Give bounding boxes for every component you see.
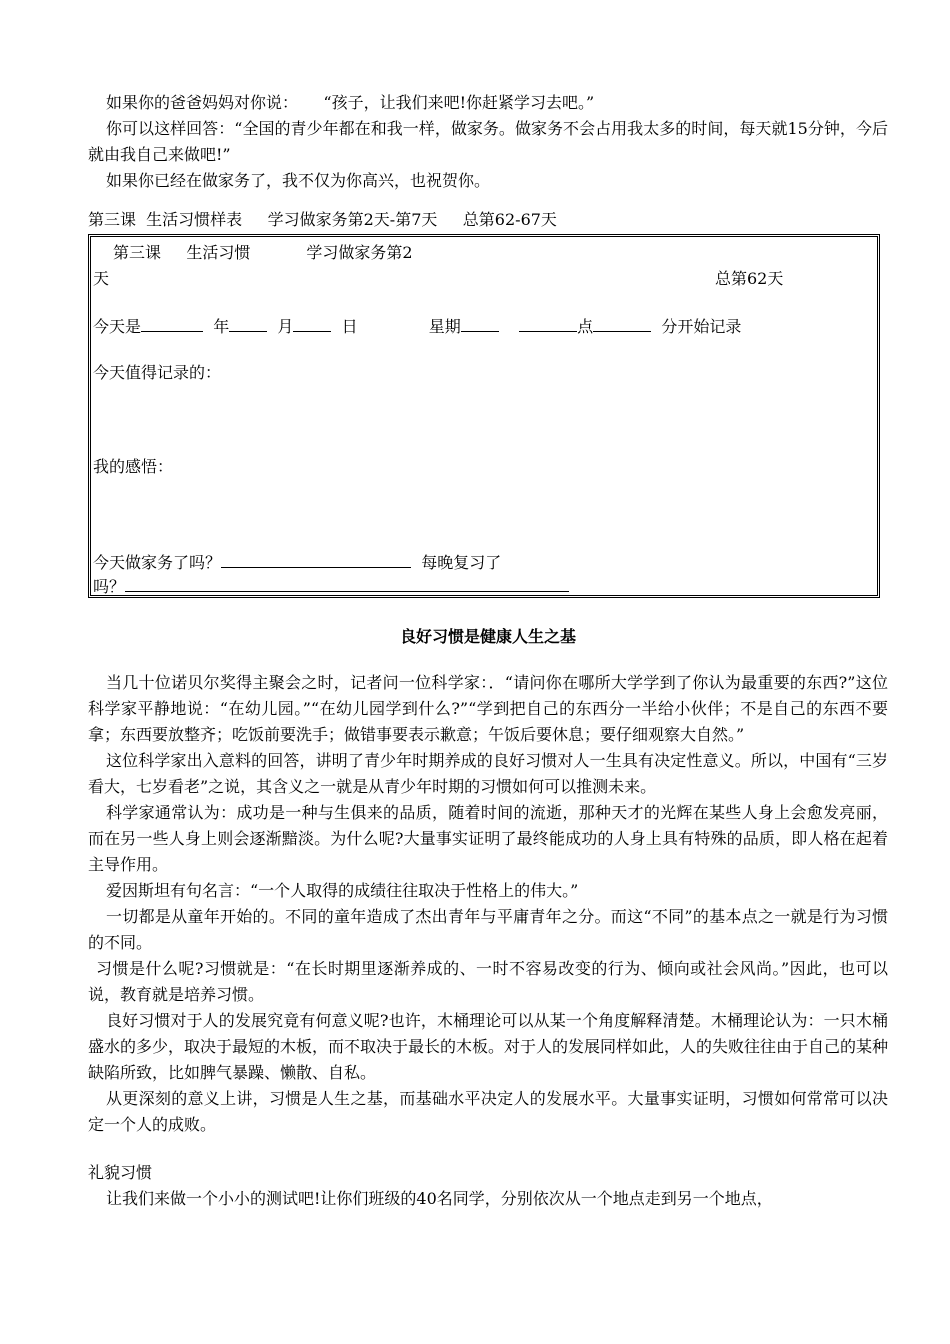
intro-paragraph-3: 如果你已经在做家务了，我不仅为你高兴，也祝贺你。 [106,171,491,190]
date-minute-label: 分开始记录 [661,317,742,336]
intro-paragraph-2: 你可以这样回答：“全国的青少年都在和我一样，做家务。做家务不会占用我太多的时间，每天就15分钟，今后就由我自己来做吧!” [88,119,888,164]
review-question: 每晚复习了 [421,553,502,572]
date-month-label: 月 [277,317,294,336]
review-blank[interactable] [125,573,569,592]
housework-question: 今天做家务了吗？ [93,553,222,572]
minute-blank[interactable] [593,313,651,332]
housework-blank[interactable] [221,549,411,568]
article-paragraph: 从更深刻的意义上讲，习惯是人生之基，而基础水平决定人的发展水平。大量事实证明，习惯如何常常可以决定一个人的成败。 [88,1089,888,1134]
record-header-wrap: 天 [93,269,110,288]
date-hour-label: 点 [577,317,594,336]
article-paragraph: 这位科学家出入意料的回答，讲明了青少年时期养成的良好习惯对人一生具有决定性意义。所以，中国有“三岁看大，七岁看老”之说，其含义之一就是从青少年时期的习惯如何可以推测未来。 [88,751,888,796]
date-day-label: 日 [341,317,358,336]
record-date-line [93,313,875,339]
table-caption: 第三课 生活习惯样表 学习做家务第2天-第7天 总第62-67天 [88,210,557,229]
article-paragraph: 当几十位诺贝尔奖得主聚会之时，记者问一位科学家：．“请问你在哪所大学学到了你认为最重要的东西?”这位科学家平静地说：“在幼儿园。”“在幼儿园学到什么?”“学到把自己的东西分一半给小伙伴；不是自己的东西不要拿；东西要放整齐；吃饭前要洗手；做错事要表示歉意；午饭后要休息；要仔细观察大自然。” [88,673,888,744]
worth-recording-label: 今天值得记录的： [93,363,222,382]
housework-question-line [93,549,875,575]
year-blank[interactable] [141,313,203,332]
feeling-label: 我的感悟： [93,457,174,476]
date-week-label: 星期 [428,317,461,336]
intro-paragraph-1: 如果你的爸爸妈妈对你说： “孩子，让我们来吧!你赶紧学习去吧。” [106,93,595,112]
review-question-line [93,573,875,599]
article-paragraph: 爱因斯坦有句名言：“一个人取得的成绩往往取决于性格上的伟大。” [106,881,579,900]
article-title: 良好习惯是健康人生之基 [399,627,576,646]
record-header-left: 第三课 生活习惯 学习做家务第2 [113,243,413,262]
article-paragraph: 习惯是什么呢?习惯就是：“在长时期里逐渐养成的、一时不容易改变的行为、倾向或社会风尚。”因此，也可以说，教育就是培养习惯。 [88,959,888,1004]
article-paragraph: 一切都是从童年开始的。不同的童年造成了杰出青年与平庸青年之分。而这“不同”的基本点之一就是行为习惯的不同。 [88,907,888,952]
date-year-label: 年 [213,317,230,336]
article-paragraph: 良好习惯对于人的发展究竟有何意义呢?也许，木桶理论可以从某一个角度解释清楚。木桶理论认为：一只木桶盛水的多少，取决于最短的木板，而不取决于最长的木板。对于人的发展同样如此，人的失败往往由于自己的某种缺陷所致，比如脾气暴躁、懒散、自私。 [88,1011,889,1082]
review-question-wrap: 吗？ [93,577,126,596]
article-paragraph: 科学家通常认为：成功是一种与生俱来的品质，随着时间的流逝，那种天才的光辉在某些人身上会愈发亮丽，而在另一些人身上则会逐渐黯淡。为什么呢?大量事实证明了最终能成功的人身上具有特殊的品质，即人格在起着主导作用。 [88,803,888,874]
document-page [88,90,888,1212]
manners-heading: 礼貌习惯 [88,1163,153,1182]
record-table [88,234,880,598]
day-blank[interactable] [293,313,331,332]
record-total-day: 总第62天 [715,269,784,288]
manners-paragraph-1: 让我们来做一个小小的测试吧!让你们班级的40名同学，分别依次从一个地点走到另一个地点， [106,1189,773,1208]
week-blank[interactable] [461,313,499,332]
hour-blank[interactable] [519,313,577,332]
date-today-label: 今天是 [93,317,142,336]
month-blank[interactable] [229,313,267,332]
